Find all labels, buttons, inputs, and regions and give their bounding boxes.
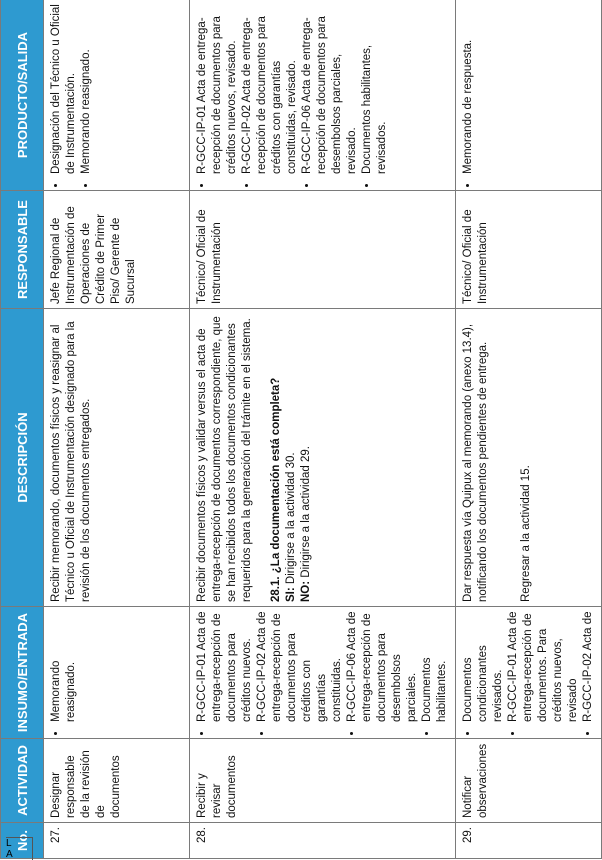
header-no: No. xyxy=(1,823,44,859)
list-item: • Memorando de respuesta. xyxy=(461,4,476,174)
no-text: Dirigirse a la actividad 29. xyxy=(300,446,312,581)
list-item: • R-GCC-IP-01 Acta de entrega-recepción de documentos. Para créditos nuevos, revisado xyxy=(506,611,581,722)
list-item: • Memorando reasignado. xyxy=(79,4,94,174)
descripcion-cell xyxy=(190,309,456,607)
header-actividad: ACTIVIDAD xyxy=(1,739,44,823)
list-item: • R-GCC-IP-02 Acta de xyxy=(581,611,596,722)
table-row xyxy=(44,0,190,859)
insumo-cell xyxy=(190,607,456,739)
table-row xyxy=(190,0,456,859)
actividad-cell: Notificar observaciones xyxy=(456,739,602,823)
responsable-cell: Técnico/ Oficial de Instrumentación xyxy=(456,191,602,309)
header-insumo: INSUMO/ENTRADA xyxy=(1,607,44,739)
description-text: Regresar a la actividad 15. xyxy=(520,465,532,602)
header-descripcion: DESCRIPCIÓN xyxy=(1,309,44,607)
list-item: • R-GCC-IP-06 Acta de entrega-recepción de documentos para desembolsos parciales. xyxy=(345,611,420,722)
description-text: Recibir documentos físicos y validar versus el acta de entrega-recepción de documentos correspondiente, que se han recibidos todos los documentos condicionantes requeridos para la generación del trámite en el sistema. xyxy=(196,316,253,602)
list-item: • R-GCC-IP-06 Acta de entrega-recepción de documentos para desembolsos parciales, revisado. xyxy=(300,4,360,174)
list-item: • R-GCC-IP-02 Acta de entrega-recepción de documentos para créditos con garantías constituidas, revisado. xyxy=(240,4,300,174)
insumo-cell xyxy=(44,607,190,739)
producto-cell xyxy=(44,0,190,191)
page-stamp: L A xyxy=(6,837,33,860)
row-number: 29. xyxy=(456,823,602,859)
producto-cell xyxy=(456,0,602,191)
yes-label: SI: xyxy=(285,587,297,602)
description-text: Recibir memorando, documentos físicos y reasignar al Técnico u Oficial de Instrumentación designado para la revisión de los documentos entregados. xyxy=(50,321,92,602)
producto-cell xyxy=(190,0,456,191)
descripcion-cell xyxy=(456,309,602,607)
row-number: 27. xyxy=(44,823,190,859)
actividad-cell: Recibir y revisar documentos xyxy=(190,739,456,823)
list-item: • Memorando reasignado. xyxy=(49,611,79,722)
yes-text: Dirigirse a la actividad 30. xyxy=(285,452,297,588)
table-row xyxy=(456,0,602,859)
list-item: • Documentos habilitantes. xyxy=(420,611,450,722)
description-text: Dar respuesta vía Quipux al memorando (anexo 13.4), notificando los documentos pendientes de entrega. xyxy=(462,323,489,602)
header-producto: PRODUCTO/SALIDA xyxy=(1,0,44,191)
list-item: • Designación del Técnico u Oficial de Instrumentación. xyxy=(49,4,79,174)
decision-question: 28.1. ¿La documentación está completa? xyxy=(270,377,282,602)
actividad-cell: Designar responsable de la revisión de documentos xyxy=(44,739,190,823)
list-item: • Documentos habilitantes, revisados. xyxy=(360,4,390,174)
list-item: • R-GCC-IP-01 Acta de entrega-recepción de documentos para créditos nuevos, revisado. xyxy=(195,4,240,174)
responsable-cell: Jefe Regional de Instrumentación de Operaciones de Crédito de Primer Piso/ Gerente de Sucursal xyxy=(44,191,190,309)
header-row xyxy=(1,0,44,859)
descripcion-cell xyxy=(44,309,190,607)
insumo-cell xyxy=(456,607,602,739)
responsable-cell: Técnico/ Oficial de Instrumentación xyxy=(190,191,456,309)
header-responsable: RESPONSABLE xyxy=(1,191,44,309)
no-label: NO: xyxy=(300,580,312,602)
list-item: • Documentos condicionantes revisados. xyxy=(461,611,506,722)
list-item: • R-GCC-IP-02 Acta de entrega-recepción de documentos para créditos con garantías constituidas. xyxy=(255,611,345,722)
list-item: • R-GCC-IP-01 Acta de entrega-recepción de documentos para créditos nuevos. xyxy=(195,611,255,722)
row-number: 28. xyxy=(190,823,456,859)
